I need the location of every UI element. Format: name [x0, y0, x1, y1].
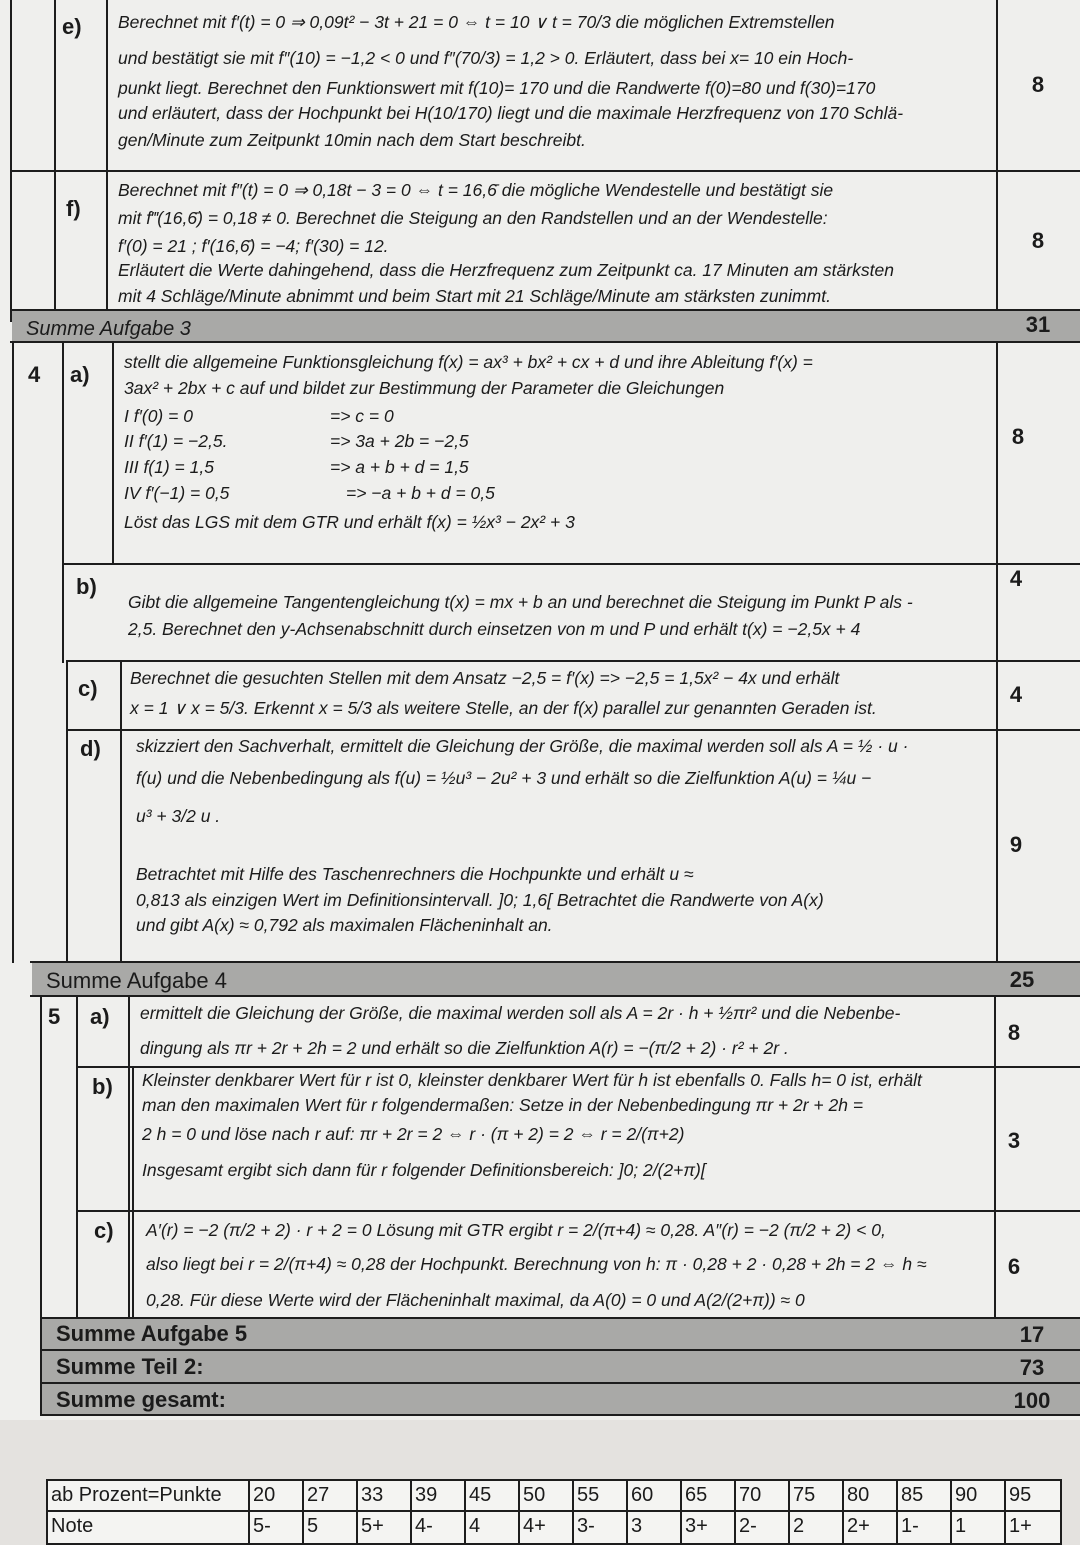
task3-f-line3: f′(0) = 21 ; f′(16,6̄) = −4; f′(30) = 12. [118, 236, 389, 256]
grading-grade-cell: 1+ [1009, 1515, 1032, 1537]
grading-percent-cell: 95 [1006, 1481, 1060, 1512]
total-sum-points: 100 [1013, 1388, 1051, 1413]
task4-a-label: a) [70, 362, 90, 387]
task4-a-eq2-result: => 3a + 2b = −2,5 [330, 431, 469, 451]
grading-percent-cell: 60 [628, 1481, 682, 1512]
grading-grade-cell: 3- [574, 1512, 628, 1543]
task4-c-points: 4 [1009, 682, 1023, 707]
task3-e-line5: gen/Minute zum Zeitpunkt 10min nach dem Start beschreibt. [118, 130, 586, 150]
task4-a-line1: stellt die allgemeine Funktionsgleichung f(x) = ax³ + bx² + cx + d und ihre Ableitung f′(x) = [124, 352, 813, 372]
grading-percent-cell: 39 [412, 1481, 466, 1512]
grading-row1-label: ab Prozent=Punkte [48, 1481, 250, 1512]
grading-grade-cell: 1- [898, 1512, 952, 1543]
task4-d-line6: und gibt A(x) ≈ 0,792 als maximalen Flächeninhalt an. [136, 915, 553, 935]
task4-c-line2: x = 1 ∨ x = 5/3. Erkennt x = 5/3 als weitere Stelle, an der f(x) parallel zur genannten Geraden ist. [130, 698, 877, 718]
task4-a-eq1: I f′(0) = 0 [124, 406, 193, 426]
task5-a-label: a) [90, 1004, 110, 1029]
grading-percent-cell: 65 [682, 1481, 736, 1512]
task4-sum-label: Summe Aufgabe 4 [46, 968, 228, 993]
task3-e-points: 8 [1031, 72, 1045, 97]
grading-percent-cell: 45 [466, 1481, 520, 1512]
task3-f-line2: mit f‴(16,6̄) = 0,18 ≠ 0. Berechnet die Steigung an den Randstellen und an der Wendestelle: [118, 208, 828, 228]
task4-d-points: 9 [1009, 832, 1023, 857]
task5-c-label: c) [94, 1218, 114, 1243]
task3-e-line1: Berechnet mit f′(t) = 0 ⇒ 0,09t² − 3t + 21 = 0 ⇔ t = 10 ∨ t = 70/3 die möglichen Extremstellen [118, 12, 835, 32]
grading-percent-cell: 90 [952, 1481, 1006, 1512]
task4-d-line1: skizziert den Sachverhalt, ermittelt die Gleichung der Größe, die maximal werden soll als A = ½ · u · [136, 736, 909, 756]
task4-a-eq3: III f(1) = 1,5 [124, 457, 214, 477]
task4-b-label: b) [76, 574, 97, 599]
task5-c-line3: 0,28. Für diese Werte wird der Flächeninhalt maximal, da A(0) = 0 und A(2/(2+π)) ≈ 0 [146, 1290, 805, 1310]
task5-b-line4: Insgesamt ergibt sich dann für r folgender Definitionsbereich: ]0; 2/(2+π)[ [142, 1160, 706, 1180]
task3-e-line2: und bestätigt sie mit f″(10) = −1,2 < 0 und f″(70/3) = 1,2 > 0. Erläutert, dass bei x= 10 ein Hoch- [118, 48, 854, 68]
task4-a-eq3-result: => a + b + d = 1,5 [330, 457, 469, 477]
grading-percent-cell: 70 [736, 1481, 790, 1512]
task3-e-line4: und erläutert, dass der Hochpunkt bei H(10/170) liegt und die maximale Herzfrequenz von 170 Schlä- [118, 103, 904, 123]
task5-c-line2: also liegt bei r = 2/(π+4) ≈ 0,28 der Hochpunkt. Berechnung von h: π · 0,28 + 2 · 0,28 + 2h = 2 ⇔ h ≈ [146, 1254, 927, 1274]
grading-grade-cell: 3 [628, 1512, 682, 1543]
grading-grade-cell: 4 [466, 1512, 520, 1543]
grading-grade-cell: 3+ [682, 1512, 736, 1543]
total-sum-label: Summe gesamt: [56, 1387, 226, 1412]
task3-e-line3: punkt liegt. Berechnet den Funktionswert mit f(10)= 170 und die Randwerte f(0)=80 und f(30)=170 [118, 78, 876, 98]
grading-percent-cell: 50 [520, 1481, 574, 1512]
task5-c-line1: A′(r) = −2 (π/2 + 2) · r + 2 = 0 Lösung mit GTR ergibt r = 2/(π+4) ≈ 0,28. A″(r) = −2 (π/2 + 2) < 0, [146, 1220, 886, 1240]
task4-number: 4 [28, 362, 41, 387]
task4-b-points: 4 [1009, 566, 1023, 591]
grading-percent-cell: 85 [898, 1481, 952, 1512]
task5-b-label: b) [92, 1074, 113, 1099]
task4-b-line1: Gibt die allgemeine Tangentengleichung t(x) = mx + b an und berechnet die Steigung im Punkt P als - [128, 592, 913, 612]
task4-sum-points: 25 [1009, 967, 1035, 992]
task3-f-label: f) [66, 196, 81, 221]
task5-b-line1: Kleinster denkbarer Wert für r ist 0, kleinster denkbarer Wert für h ist ebenfalls 0. Falls h= 0 ist, erhält [142, 1070, 922, 1090]
task3-f-points: 8 [1031, 228, 1045, 253]
grading-grade-cell: 1 [952, 1512, 1006, 1543]
grading-grade-cell: 2+ [844, 1512, 898, 1543]
part2-sum-label: Summe Teil 2: [56, 1354, 204, 1379]
grading-percent-cell: 80 [844, 1481, 898, 1512]
task5-c-points: 6 [1007, 1254, 1021, 1279]
grading-percent-cell: 33 [358, 1481, 412, 1512]
task4-a-eq4-result: => −a + b + d = 0,5 [346, 483, 495, 503]
task5-a-line1: ermittelt die Gleichung der Größe, die maximal werden soll als A = 2r · h + ½πr² und die Nebenbe- [140, 1003, 901, 1023]
task3-sum-points: 31 [1025, 312, 1051, 337]
task5-b-line3: 2 h = 0 und löse nach r auf: πr + 2r = 2 ⇔ r · (π + 2) = 2 ⇔ r = 2/(π+2) [142, 1124, 685, 1144]
grading-percent-cell: 75 [790, 1481, 844, 1512]
task4-d-line4: Betrachtet mit Hilfe des Taschenrechners die Hochpunkte und erhält u ≈ [136, 864, 694, 884]
part2-sum-points: 73 [1019, 1355, 1045, 1380]
task4-b-line2: 2,5. Berechnet den y-Achsenabschnitt durch einsetzen von m und P und erhält t(x) = −2,5x + 4 [128, 619, 861, 639]
grading-grade-cell: 5- [250, 1512, 304, 1543]
grading-grade-cell: 2- [736, 1512, 790, 1543]
task3-f-line1: Berechnet mit f″(t) = 0 ⇒ 0,18t − 3 = 0 ⇔ t = 16,6̄ die mögliche Wendestelle und bestätigt sie [118, 180, 834, 200]
task4-d-label: d) [80, 736, 101, 761]
grading-grade-cell: 4+ [520, 1512, 574, 1543]
task5-b-points: 3 [1007, 1128, 1021, 1153]
grading-row2-label: Note [48, 1512, 250, 1543]
task5-number: 5 [48, 1004, 61, 1029]
task4-a-eq1-result: => c = 0 [330, 406, 394, 426]
grading-grade-cell: 4- [412, 1512, 466, 1543]
grading-table [46, 1479, 1062, 1545]
task4-a-eq2: II f′(1) = −2,5. [124, 431, 228, 451]
task4-c-label: c) [78, 676, 98, 701]
task5-a-points: 8 [1007, 1020, 1021, 1045]
task4-a-line3: Löst das LGS mit dem GTR und erhält f(x) = ½x³ − 2x² + 3 [124, 512, 575, 532]
task4-a-eq4: IV f′(−1) = 0,5 [124, 483, 230, 503]
grading-grade-cell: 5 [304, 1512, 358, 1543]
grading-grade-cell: 2 [790, 1512, 844, 1543]
grading-percent-cell: 55 [574, 1481, 628, 1512]
task5-b-line2: man den maximalen Wert für r folgendermaßen: Setze in der Nebenbedingung πr + 2r + 2h = [142, 1095, 864, 1115]
task4-d-line5: 0,813 als einzigen Wert im Definitionsintervall. ]0; 1,6[ Betrachtet die Randwerte von A(x) [136, 890, 824, 910]
task4-a-points: 8 [1011, 424, 1025, 449]
task4-c-line1: Berechnet die gesuchten Stellen mit dem Ansatz −2,5 = f′(x) => −2,5 = 1,5x² − 4x und erhält [130, 668, 840, 688]
grading-percent-cell: 27 [304, 1481, 358, 1512]
task3-sum-label: Summe Aufgabe 3 [26, 318, 191, 340]
task4-d-line2: f(u) und die Nebenbedingung als f(u) = ½u³ − 2u² + 3 und erhält so die Zielfunktion A(u) = ¼u − [136, 768, 872, 788]
grading-percent-cell: 20 [250, 1481, 304, 1512]
task4-a-line2: 3ax² + 2bx + c auf und bildet zur Bestimmung der Parameter die Gleichungen [124, 378, 725, 398]
task3-f-line4: Erläutert die Werte dahingehend, dass die Herzfrequenz zum Zeitpunkt ca. 17 Minuten am stärksten [118, 260, 894, 280]
grading-grade-cell: 5+ [358, 1512, 412, 1543]
task4-d-line3: u³ + 3/2 u . [136, 806, 221, 826]
task5-a-line2: dingung als πr + 2r + 2h = 2 und erhält so die Zielfunktion A(r) = −(π/2 + 2) · r² + 2r . [140, 1038, 789, 1058]
task3-e-label: e) [62, 14, 82, 39]
task5-sum-label: Summe Aufgabe 5 [56, 1321, 248, 1346]
task5-sum-points: 17 [1019, 1322, 1045, 1347]
task3-f-line5: mit 4 Schläge/Minute abnimmt und beim Start mit 21 Schläge/Minute am stärksten zunimmt. [118, 286, 831, 306]
